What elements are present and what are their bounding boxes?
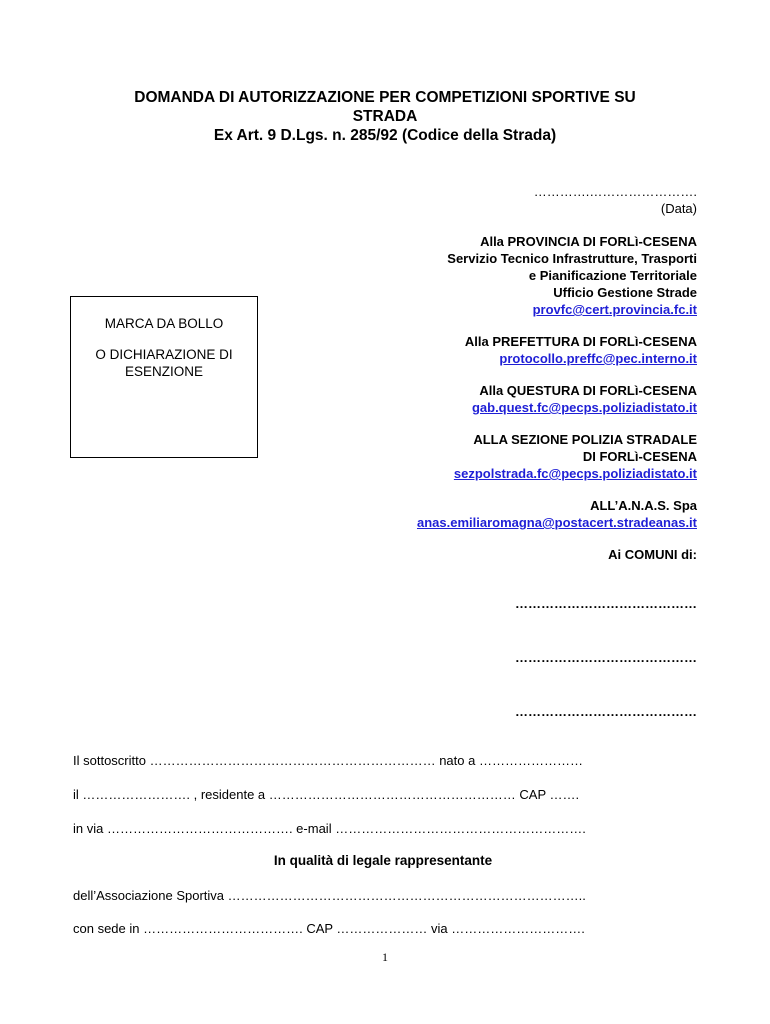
stamp-line-3: ESENZIONE [124, 364, 203, 379]
recipient-email-link[interactable]: anas.emiliaromagna@postacert.stradeanas.it [416, 515, 697, 530]
recipient-name: ALL’A.N.A.S. Spa [590, 498, 697, 513]
recipient-comuni [277, 546, 697, 563]
recipient-email-link[interactable]: protocollo.preffc@pec.interno.it [499, 351, 697, 366]
recipient-polizia-stradale [277, 431, 697, 482]
recipient-dept: Ufficio Gestione Strade [553, 285, 697, 300]
recipient-name: ALLA SEZIONE POLIZIA STRADALE [473, 432, 697, 447]
recipient-provincia [277, 233, 697, 318]
recipient-name: DI FORLì-CESENA [582, 449, 697, 464]
stamp-line-2: O DICHIARAZIONE DI [95, 347, 233, 362]
date-placeholder: ………….……………………. [533, 184, 697, 199]
title-line-3: Ex Art. 9 D.Lgs. n. 285/92 (Codice della Strada) [213, 127, 557, 144]
recipient-email-link[interactable]: provfc@cert.provincia.fc.it [532, 302, 697, 317]
stamp-box [70, 296, 258, 458]
document-title [70, 88, 700, 145]
page-number: 1 [382, 950, 388, 964]
recipient-dept: Servizio Tecnico Infrastrutture, Trasporti [447, 251, 697, 266]
recipient-email-link[interactable]: sezpolstrada.fc@pecps.poliziadistato.it [453, 466, 697, 481]
form-line-sede[interactable]: con sede in ………………………………. CAP ………………… via …………………………. [73, 921, 585, 936]
title-line-1: DOMANDA DI AUTORIZZAZIONE PER COMPETIZIONI SPORTIVE SU [134, 89, 636, 106]
recipient-name: Alla PREFETTURA DI FORLì-CESENA [464, 334, 697, 349]
comune-blank-2[interactable]: …………………………………… [515, 650, 697, 665]
comuni-blanks [515, 596, 697, 758]
stamp-line-1: MARCA DA BOLLO [104, 316, 224, 331]
recipient-name: Alla QUESTURA DI FORLì-CESENA [479, 383, 697, 398]
date-block [534, 183, 697, 217]
recipient-anas [277, 497, 697, 531]
form-line-associazione[interactable]: dell’Associazione Sportiva ……………………………………………………………………….. [73, 888, 586, 903]
recipient-questura [277, 382, 697, 416]
recipient-name: Alla PROVINCIA DI FORLì-CESENA [480, 234, 697, 249]
comune-blank-1[interactable]: …………………………………… [515, 596, 697, 611]
recipient-name: Ai COMUNI di: [608, 547, 697, 562]
form-line-indirizzo[interactable]: in via ……………………………………. e-mail …………………………………………………. [73, 821, 586, 836]
comune-blank-3[interactable]: …………………………………… [515, 704, 697, 719]
date-label: (Data) [660, 201, 697, 216]
form-line-residenza[interactable]: il ……………………. , residente a ………………………………………………… CAP ……. [73, 787, 580, 802]
recipient-dept: e Pianificazione Territoriale [528, 268, 697, 283]
recipients-list [277, 233, 697, 578]
form-line-sottoscritto[interactable]: Il sottoscritto ………………………………………………………… nato a …………………… [73, 753, 583, 768]
legal-representative-heading: In qualità di legale rappresentante [273, 853, 493, 868]
title-line-2: STRADA [352, 108, 418, 125]
recipient-prefettura [277, 333, 697, 367]
recipient-email-link[interactable]: gab.quest.fc@pecps.poliziadistato.it [471, 400, 697, 415]
